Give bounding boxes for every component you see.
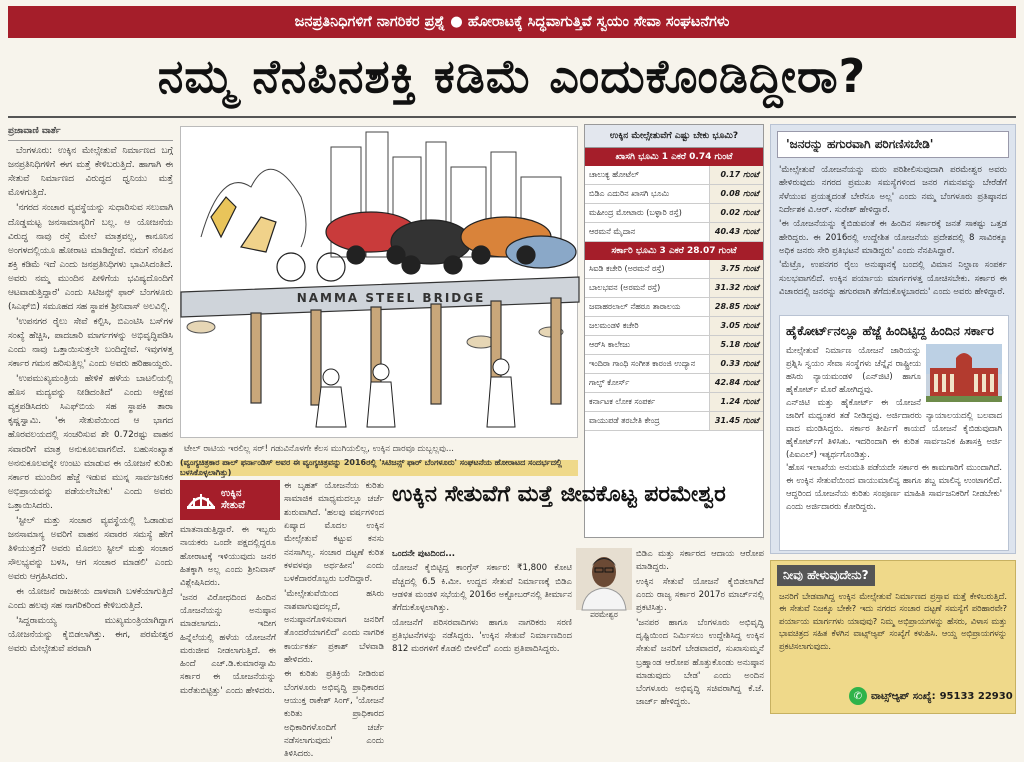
steel-bridge-logo: [180, 480, 280, 520]
left-article-column: [8, 124, 173, 714]
table-row: [585, 279, 763, 298]
row-label: ಆರ್‌ಸಿ ಕಾಲೇಜು: [589, 340, 631, 349]
row-value: 0.02 ಗುಂಟೆ: [709, 204, 763, 222]
row-value: 31.45 ಗುಂಟೆ: [709, 412, 763, 430]
kicker-bar: [8, 6, 1016, 38]
cartoon-caption: ಟೇಲ್ ರಾಟಿಯ ಇರಲಿಲ್ಲ ಸರ್! ಗಡುವಿನೊಳಗೇ ಕೆಲಸ ಮುಗಿಯಲಿಲ್ಲ, ಉಕ್ಕಿನ ದಾರವೂ ದುಬ್ಬಲ್ಲವು...: [184, 444, 454, 454]
article-paragraph: ಬೆಂಗಳೂರು: ಉಕ್ಕಿನ ಮೇಲ್ಸೇತುವೆ ನಿರ್ಮಾಣದ ಬಗ್ಗೆ ಜನಪ್ರತಿನಿಧಿಗಳಿಗೆ ಈಗ ಮತ್ತೆ ಕೇಳಿಬರುತ್ತಿದೆ. ಹಾಗಾಗಿ ಈ ಸೇತುವೆ ನಿರ್ಮಾಣದ ವಿರುದ್ಧದ ಧ್ವನಿಯು ಮತ್ತೆ ಮೊಳಗುತ್ತಿದೆ.: [8, 146, 173, 199]
article-paragraph: ಈ ಯೋಜನೆ ರಾಜಕೀಯ ದಾಳವಾಗಿ ಬಳಕೆಯಾಗುತ್ತಿದೆ ಎಂದು ಹಲವು ಸಹ ನಾಗರಿಕರಿಂದ ಕೇಳಿಬರುತ್ತಿದೆ.: [8, 587, 173, 612]
table-row: [585, 393, 763, 412]
bridge-icon: [186, 486, 216, 514]
row-label: ಆರಮನೆ ಮೈದಾನ: [589, 227, 636, 236]
row-label: ಜಲಮಂಡಳಿ ಕಚೇರಿ: [589, 321, 639, 330]
article-paragraph: 'ಜನಪರ ಹಾಗೂ ಬೆಂಗಳೂರು ಅಭಿವೃದ್ಧಿ ದೃಷ್ಟಿಯಿಂದ ನಿರ್ಮಿಸಲು ಉದ್ದೇಶಿಸಿದ್ದ ಉಕ್ಕಿನ ಸೇತುವೆ ಜನರಿಗೆ ಬೇಡವಾದರೆ, ಸುಖಾಸುಮ್ಮನೆ ಬ್ರಹ್ಮಾಂಡ ಆರೋಪ ಹೊತ್ತುಕೊಂಡು ಅನುಷ್ಠಾನ ಮಾಡುವುದು ಬೇಡ' ಎಂದು ಅಂದಿನ ಬೆಂಗಳೂರು ಅಭಿವೃದ್ಧಿ ಸಚಿವರಾಗಿದ್ದ ಕೆ.ಜೆ. ಜಾರ್ಜ್ ಹೇಳಿದ್ದರು.: [636, 617, 764, 708]
row-label: ಮಹೀಂದ್ರ ಮೋಟಾರು (ಬಳ್ಳಾರಿ ರಸ್ತೆ): [589, 208, 682, 217]
row-value: 3.05 ಗುಂಟೆ: [709, 317, 763, 335]
row-label: ಬಾಲಭವನ (ಅರಮನೆ ರಸ್ತೆ): [589, 283, 661, 292]
article-paragraph: 'ಉಪನಗರ ರೈಲು ಸೇವೆ ಕಲ್ಪಿಸಿ, ಬಿಎಂಟಿಸಿ ಬಸ್‌ಗಳ ಸಂಖ್ಯೆ ಹೆಚ್ಚಿಸಿ, ಪಾದಚಾರಿ ಮಾರ್ಗಗಳನ್ನು ಅಭಿವೃದ್ಧಿಪಡಿಸಿ ಎಂದು ನಾವು ಒತ್ತಾಯಿಸುತ್ತಲೇ ಬಂದಿದ್ದೇವೆ. ಇವುಗಳತ್ತ ಸರ್ಕಾರ ಗಮನ ಹರಿಸುತ್ತಿಲ್ಲ' ಎಂದು ಅವರು ಹರಿಹಾಯ್ದರು.: [8, 316, 173, 370]
logo-line-2: ಸೇತುವೆ: [221, 500, 245, 511]
highcourt-box: [779, 315, 1009, 551]
article-paragraph: ಎನ್‌ಜಿಟಿ ಮತ್ತು ಹೈಕೋರ್ಟ್ ಈ ಯೋಜನೆ ಜಾರಿಗೆ ಮಧ್ಯಂತರ ತಡೆ ನೀಡಿದ್ದವು. ಅರ್ಜಿದಾರರು ನ್ಯಾಯಾಲಯದಲ್ಲಿ ಬಲವಾದ ವಾದ ಮಂಡಿಸಿದ್ದರು. ಸರ್ಕಾರ ತೀರ್ಪಿಗೆ ಕಾಯದೆ ಯೋಜನೆ ಕೈಬಿಡುವುದಾಗಿ ಹೈಕೋರ್ಟ್‌ಗೆ ತಿಳಿಸಿತು. ಇದರಿಂದಾಗಿ ಈ ಕುರಿತ ಸಾರ್ವಜನಿಕ ಹಿತಾಸಕ್ತಿ ಅರ್ಜಿ (ಪಿಐಎಲ್) ಇತ್ಯರ್ಥಗೊಂಡಿತ್ತು.: [786, 396, 1002, 459]
sidebar-quote-body: [779, 164, 1007, 299]
kicker-text: ಜನಪ್ರತಿನಿಧಿಗಳಿಗೆ ನಾಗರಿಕರ ಪ್ರಶ್ನೆ ● ಹೋರಾಟಕ್ಕೆ ಸಿದ್ಧವಾಗುತ್ತಿವೆ ಸ್ವಯಂ ಸೇವಾ ಸಂಘಟನೆಗಳು: [294, 14, 730, 30]
land-table-section-heading: ಖಾಸಗಿ ಭೂಮಿ 1 ಎಕರೆ 0.74 ಗುಂಟೆ: [585, 148, 763, 166]
article-column-4: [392, 548, 572, 714]
article-paragraph: 'ಸಿದ್ದರಾಮಯ್ಯ ಮುಖ್ಯಮಂತ್ರಿಯಾಗಿದ್ದಾಗ ಯೋಜನೆಯನ್ನು ಕೈಬಿಡಲಾಗಿತ್ತು. ಈಗ, ಪರಮೇಶ್ವರ ಅವರು ಮೇಲ್ಸೇತುವೆ ಪರವಾಗಿ: [8, 616, 173, 655]
article-column-5: [636, 548, 764, 714]
table-row: [585, 260, 763, 279]
cartoon-credit: (ವ್ಯಂಗ್ಯಚಿತ್ರಕಾರ ಪಾಲ್ ಫರ್ನಾಂಡಿಸ್ ಅವರ ಈ ವ್ಯಂಗ್ಯಚಿತ್ರವನ್ನು 2016ರಲ್ಲಿ 'ಸಿಟಿಜನ್ಸ್ ಫಾರ್ ಬೆಂಗಳೂರು' ಸಂಘಟನೆಯ ಹೋರಾಟದ ಸಂದರ್ಭದಲ್ಲಿ ಬಳಸಿಕೊಳ್ಳಲಾಗಿತ್ತು): [180, 460, 578, 476]
logo-line-1: ಉಕ್ಕಿನ: [221, 488, 242, 499]
article-subheadline: ಉಕ್ಕಿನ ಸೇತುವೆಗೆ ಮತ್ತೆ ಜೀವಕೊಟ್ಟ ಪರಮೇಶ್ವರ: [392, 482, 726, 507]
article-paragraph: 'ಸ್ಟೀಲ್ ಮತ್ತು ಸಂಚಾರ ವ್ಯವಸ್ಥೆಯಲ್ಲಿ ಓಡಾಡುವ ಜನಸಾಮಾನ್ಯ ಅವರಿಗೆ ವಾಹನ ಸವಾರರ ಸಮಸ್ಯೆ ಹೇಗೆ ತಿಳಿಯುತ್ತದೆ? ಅವರು ಮೊದಲು ಸ್ಟೀಲ್ ಮತ್ತು ಸಂಚಾರ ಸೌಲಭ್ಯವನ್ನು ಬಳಸಿ, ಆಗ ಸಂಚಾರ ಮಾಡಲಿ' ಎಂದು ಅವರು ಆಗ್ರಹಿಸಿದರು.: [8, 515, 173, 583]
row-value: 28.85 ಗುಂಟೆ: [709, 298, 763, 316]
article-paragraph: 'ಈ ಯೋಜನೆಯನ್ನು ಕೈಬಿಡುವಂತೆ ಈ ಹಿಂದಿನ ಸರ್ಕಾರಕ್ಕೆ ಜನತೆ ಸಾಕಷ್ಟು ಒತ್ತಡ ಹೇರಿದ್ದರು. ಈ 2016ರಲ್ಲಿ ಉದ್ದೇಶಿತ ಯೋಜನೆಯ ಪ್ರದೇಶದಲ್ಲಿ 8 ಸಾವಿರಕ್ಕೂ ಅಧಿಕ ಜನರು ಸೇರಿ ಪ್ರತಿಭಟನೆ ಮಾಡಿದ್ದರು' ಎಂದು ನೆನಪಿಸಿದ್ದಾರೆ.: [779, 219, 1007, 256]
article-paragraph: 'ನಗರದ ಸಂಚಾರ ವ್ಯವಸ್ಥೆಯನ್ನು ಸುಧಾರಿಸುವ ಸಲುವಾಗಿ ದೊಡ್ಡಮಟ್ಟ ಜನಸಾಮಾನ್ಯರಿಗೆ ಬಲ್ಲ. ಆ ಯೋಜನೆಯ ವಿರುದ್ಧ ನಾವು ರಸ್ತೆ ಮೇಲೆ ಮಾತ್ರವಲ್ಲ, ಕಾನೂನಿನ ಅಂಗಳದಲ್ಲಿಯೂ ಹೋರಾಟ ಮಾಡಿದ್ದೇವೆ. ನಮಗೆ ನೆನಪಿನ ಶಕ್ತಿ ಕಡಿಮೆ ಇದೆ ಎಂದು ಜನಪ್ರತಿನಿಧಿಗಳು ಭಾವಿಸಿದಂತಿದೆ. ಅವರು ನಮ್ಮ ಮುಂದಿನ ಪೀಳಿಗೆಯ ಭವಿಷ್ಯದೊಂದಿಗೆ ಆಟವಾಡುತ್ತಿದ್ದಾರೆ' ಎಂದು ಸಿಟಿಜನ್ಸ್ ಫಾರ್ ಬೆಂಗಳೂರು (ಸಿಎಫ್‌ಬಿ) ಸಮೂಹದ ಸಹ ಸ್ಥಾಪಕ ಶ್ರೀನಿವಾಸ್ ಅಲವಿಲ್ಲಿ.: [8, 203, 173, 312]
highcourt-building-image: [926, 344, 1002, 402]
bridge-sign: NAMMA STEEL BRIDGE: [296, 291, 486, 305]
land-table: [584, 124, 764, 538]
article-paragraph: ಮೇಲ್ಸೇತುವೆ ನಿರ್ಮಾಣ ಯೋಜನೆ ಜಾರಿಯನ್ನು ಪ್ರಶ್ನಿಸಿ ಸ್ವಯಂ ಸೇವಾ ಸಂಸ್ಥೆಗಳು ಚೆನ್ನೈನ ರಾಷ್ಟ್ರೀಯ ಹಸಿರು ನ್ಯಾಯಮಂಡಳಿ (ಎನ್‌ಜಿಟಿ) ಹಾಗೂ ಹೈಕೋರ್ಟ್ ಮೊರೆ ಹೋಗಿದ್ದವು.: [786, 344, 921, 394]
table-row: [585, 166, 763, 185]
row-value: 5.18 ಗುಂಟೆ: [709, 336, 763, 354]
table-row: [585, 298, 763, 317]
row-value: 3.75 ಗುಂಟೆ: [709, 260, 763, 278]
row-value: 0.33 ಗುಂಟೆ: [709, 355, 763, 373]
article-paragraph: ಯೋಜನೆಗೆ ಪರಿಸರವಾದಿಗಳು ಹಾಗೂ ನಾಗರಿಕರು ಸರಣಿ ಪ್ರತಿಭಟನೆಗಳನ್ನು ನಡೆಸಿದ್ದರು. 'ಉಕ್ಕಿನ ಸೇತುವೆ ನಿರ್ಮಾಣದಿಂದ 812 ಮರಗಳಿಗೆ ಕೊಡಲಿ ಬೀಳಲಿದೆ' ಎಂದು ಪ್ರತಿಪಾದಿಸಿದ್ದರು.: [392, 617, 572, 655]
article-paragraph: 'ಮೇಲ್ಸೇತುವೆಯಿಂದ ಹಸಿರು ನಾಶವಾಗುವುದಲ್ಲದೆ, ಅನುಷ್ಠಾನಗೊಳಿಸುವಾಗ ಜನರಿಗೆ ತೊಂದರೆಯಾಗಲಿದೆ' ಎಂದು ನಾಗರಿಕ ಕಾರ್ಯಕರ್ತ ಪ್ರಕಾಶ್ ಬೆಳವಾಡಿ ಹೇಳಿದರು.: [284, 588, 384, 666]
cartoon-illustration: [180, 126, 578, 438]
article-paragraph: 'ಉಪಮುಖ್ಯಮಂತ್ರಿಯ ಹೇಳಿಕೆ ಹಳೆಯ ಬಾಟಲಿಯಲ್ಲಿ ಹೊಸ ಮದ್ಯವನ್ನು ನೀಡಿದಂತಿದೆ' ಎಂದು ಆಕ್ಷೇಪ ವ್ಯಕ್ತಪಡಿಸಿದರು ಸಿಎಫ್‌ಬಿಯ ಸಹ ಸ್ಥಾಪಕಿ ತಾರಾ ಕೃಷ್ಣಸ್ವಾಮಿ. 'ಈ ಸೇತುವೆಯಿಂದ ಆ ಭಾಗದ ಹೊರವಲಯದಲ್ಲಿ ಸಂಚರಿಸುವ ಶೇ 0.72ರಷ್ಟು ವಾಹನ ಸವಾರರಿಗೆ ಮಾತ್ರ ಅನುಕೂಲವಾಗಲಿದೆ. ಬಹುಸಂಖ್ಯಾತ ಅನನುಕೂಲವನ್ನೇ ಉಂಟು ಮಾಡುವ ಈ ಯೋಜನೆ ಕುರಿತು ಸರ್ಕಾರ ಮುಂದಿನ ಹೆಜ್ಜೆ ಇಡುವ ಮುನ್ನ ಸಾರ್ವಜನಿಕರ ಅಭಿಪ್ರಾಯವನ್ನು ಪಡೆಯಲೇಬೇಕು' ಎಂದು ಅವರು ಒತ್ತಾಯಿಸಿದರು.: [8, 374, 173, 511]
row-value: 42.84 ಗುಂಟೆ: [709, 374, 763, 392]
article-paragraph: ಮಾತನಾಡುತ್ತಿದ್ದಾರೆ. ಈ ಇಬ್ಬರು ನಾಯಕರು ಒಂದೇ ಪಕ್ಷದಲ್ಲಿದ್ದರೂ ಹೋರಾಟಕ್ಕೆ ಇಳಿಯುವುದು ಜನರ ಹಿತಕ್ಕಾಗಿ ಅಲ್ಲ ಎಂದು ಶ್ರೀನಿವಾಸ್ ವಿಶ್ಲೇಷಿಸಿದರು.: [180, 525, 276, 589]
table-row: [585, 412, 763, 431]
row-value: 1.24 ಗುಂಟೆ: [709, 393, 763, 411]
row-value: 40.43 ಗುಂಟೆ: [709, 223, 763, 241]
row-label: ವಾಯುಪಡೆ ತರಬೇತಿ ಕೇಂದ್ರ: [589, 416, 660, 425]
row-value: 0.17 ಗುಂಟೆ: [709, 166, 763, 184]
row-label: ಜವಾಹರಲಾಲ್ ನೆಹರೂ ತಾರಾಲಯ: [589, 302, 681, 311]
whatsapp-label: ವಾಟ್ಸ್‌ಆ್ಯಪ್ ಸಂಖ್ಯೆ:: [871, 690, 936, 702]
article-paragraph: ಬಿಡಿಎ ಮತ್ತು ಸರ್ಕಾರದ ಆದಾಯ ಆರೋಪ ಮಾಡಿದ್ದರು.: [636, 549, 764, 573]
land-table-title: ಉಕ್ಕಿನ ಮೇಲ್ಸೇತುವೆಗೆ ಎಷ್ಟು ಬೇಕು ಭೂಮಿ?: [585, 125, 763, 148]
whatsapp-icon: ✆: [849, 687, 867, 705]
portrait-photo: [576, 548, 632, 610]
row-label: ಚಾಲುಕ್ಯ ಹೋಟೆಲ್: [589, 170, 639, 179]
row-label: ಕರ್ನಾಟಕ ಲೋಕ ಸಂಪರ್ಕ: [589, 397, 656, 406]
article-paragraph: 'ಹೊಸ ಇಲಾಖೆಯ ಅನುಮತಿ ಪಡೆಯದೇ ಸರ್ಕಾರ ಈ ಕಾಮಗಾರಿಗೆ ಮುಂದಾಗಿದೆ. ಈ ಉಕ್ಕಿನ ಸೇತುವೆಯಿಂದ ವಾಯುಮಾಲಿನ್ಯ ಹಾಗೂ ಶಬ್ದ ಮಾಲಿನ್ಯ ಉಂಟಾಗಲಿದೆ. ಆದ್ದರಿಂದ ಯೋಜನೆಯ ಕುರಿತು ಸಂಪೂರ್ಣ ಮಾಹಿತಿ ಸಾರ್ವಜನಿಕರಿಗೆ ನೀಡಬೇಕು' ಎಂದು ಅರ್ಜಿದಾರರು ಕೋರಿದ್ದರು.: [786, 461, 1002, 511]
article-paragraph: ಯೋಜನೆ ಕೈಬಿಟ್ಟಿದ್ದ ಕಾಂಗ್ರೆಸ್ ಸರ್ಕಾರ: ₹1,800 ಕೋಟಿ ವೆಚ್ಚದಲ್ಲಿ 6.5 ಕಿ.ಮೀ. ಉದ್ದದ ಸೇತುವೆ ನಿರ್ಮಾಣಕ್ಕೆ ಬಿಡಿಎ ಆಡಳಿತ ಮಂಡಳಿ ಸಭೆಯಲ್ಲಿ 2016ರ ಅಕ್ಟೋಬರ್‌ನಲ್ಲಿ ತೀರ್ಮಾನ ತೆಗೆದುಕೊಳ್ಳಲಾಗಿತ್ತು.: [392, 563, 572, 614]
reader-opinion-box: [770, 560, 1016, 714]
article-column-3: [284, 480, 384, 760]
table-row: [585, 204, 763, 223]
article-paragraph: ಈ ಕುರಿತು ಪ್ರತಿಕ್ರಿಯೆ ನೀಡಿರುವ ಬೆಂಗಳೂರು ಅಭಿವೃದ್ಧಿ ಪ್ರಾಧಿಕಾರದ ಆಯುಕ್ತ ರಾಕೇಶ್ ಸಿಂಗ್, 'ಯೋಜನೆ ಕುರಿತು ಪ್ರಾಧಿಕಾರದ ಅಧಿಕಾರಿಗಳೊಂದಿಗೆ ಚರ್ಚೆ ನಡೆಸಲಾಗುವುದು' ಎಂದು ತಿಳಿಸಿದರು.: [284, 669, 384, 760]
reader-opinion-body: ಜನರಿಗೆ ಬೇಡವಾಗಿದ್ದ ಉಕ್ಕಿನ ಮೇಲ್ಸೇತುವೆ ನಿರ್ಮಾಣದ ಪ್ರಸ್ತಾವ ಮತ್ತೆ ಕೇಳಿಬರುತ್ತಿದೆ. ಈ ಸೇತುವೆ ನಿಜಕ್ಕೂ ಬೇಕೇ? ಇದು ನಗರದ ಸಂಚಾರ ದಟ್ಟಣೆ ಸಮಸ್ಯೆಗೆ ಪರಿಹಾರವೇ? ಪರ್ಯಾಯ ಮಾರ್ಗಗಳು ಯಾವುವು? ನಿಮ್ಮ ಅಭಿಪ್ರಾಯಗಳನ್ನು ಹೆಸರು, ವಿಳಾಸ ಮತ್ತು ಭಾವಚಿತ್ರದ ಸಹಿತ ಕೆಳಗಿನ ವಾಟ್ಸ್‌ಆ್ಯಪ್ ಸಂಖ್ಯೆಗೆ ಕಳುಹಿಸಿ. ಆಯ್ದ ಅಭಿಪ್ರಾಯಗಳನ್ನು ಪ್ರಕಟಿಸಲಾಗುವುದು.: [779, 591, 1007, 651]
highcourt-heading: ಹೈಕೋರ್ಟ್‌ನಲ್ಲೂ ಹೆಜ್ಜೆ ಹಿಂದಿಟ್ಟಿದ್ದ ಹಿಂದಿನ ಸರ್ಕಾರ: [786, 323, 994, 338]
cartoon-drawing: [181, 127, 579, 439]
row-label: ಗಾಲ್ಫ್ ಕೋರ್ಸ್: [589, 378, 630, 387]
sidebar-quote-box: [770, 124, 1016, 554]
divider: [8, 116, 1016, 118]
byline: ಪ್ರಜಾವಾಣಿ ವಾರ್ತೆ: [8, 124, 173, 141]
article-paragraph: 'ಮೆಟ್ರೊ, ಉಪನಗರ ರೈಲು ಅನುಷ್ಠಾನಕ್ಕೆ ಬಂದಲ್ಲಿ ವಿಮಾನ ನಿಲ್ದಾಣ ಸಂಪರ್ಕ ಸುಲಭವಾಗಲಿದೆ. ಉಕ್ಕಿನ ಪರ್ಯಾಯ ಮಾರ್ಗಗಳತ್ತ ಯೋಚಿಸಬೇಕು. ಸರ್ಕಾರ ಈ ವಿಚಾರದಲ್ಲಿ ಜನರನ್ನು ಹಗುರವಾಗಿ ತೆಗೆದುಕೊಳ್ಳಬಾರದು' ಎಂದು ಅವರು ಹೇಳಿದ್ದಾರೆ.: [779, 260, 1007, 297]
row-label: ಸಿಐಡಿ ಕಚೇರಿ (ಅರಮನೆ ರಸ್ತೆ): [589, 264, 665, 273]
whatsapp-contact: [849, 687, 1013, 705]
table-row: [585, 317, 763, 336]
article-paragraph: ಈ ಬೃಹತ್ ಯೋಜನೆಯ ಕುರಿತು ಸಾಮಾಜಿಕ ಮಾಧ್ಯಮದಲ್ಲೂ ಚರ್ಚೆ ಶುರುವಾಗಿದೆ. 'ಹಲವು ವರ್ಷಗಳಿಂದ ಏಷ್ಯಾದ ಮೊದಲ ಉಕ್ಕಿನ ಮೇಲ್ಸೇತುವೆ ಕಟ್ಟುವ ಕನಸು ನನಸಾಗಿಲ್ಲ. ಸಂಚಾರ ದಟ್ಟಣೆ ಕುರಿತ ಕಳವಳವೂ ಅರ್ಥಹೀನ' ಎಂದು ಬಳಕೆದಾರರೊಬ್ಬರು ಬರೆದಿದ್ದಾರೆ.: [284, 481, 384, 585]
article-paragraph: ಒಂದನೇ ಪುಟದಿಂದ...: [392, 549, 456, 559]
portrait-caption: ಪರಮೇಶ್ವರ: [590, 610, 618, 619]
sidebar-quote-title: 'ಜನರನ್ನು ಹಗುರವಾಗಿ ಪರಿಗಣಿಸಬೇಡಿ': [777, 131, 1009, 158]
row-label: ಬಿಡಿಎ ಎದುರಿನ ಖಾಸಗಿ ಭೂಮಿ: [589, 189, 670, 198]
whatsapp-number: 95133 22930: [939, 690, 1013, 702]
reader-opinion-heading: ನೀವು ಹೇಳುವುದೇನು?: [777, 565, 875, 586]
table-row: [585, 185, 763, 204]
table-row: [585, 374, 763, 393]
table-row: [585, 355, 763, 374]
page-headline: ನಮ್ಮ ನೆನಪಿನಶಕ್ತಿ ಕಡಿಮೆ ಎಂದುಕೊಂಡಿದ್ದೀರಾ?: [157, 49, 867, 103]
table-row: [585, 336, 763, 355]
row-label: ಇಂದಿರಾ ಗಾಂಧಿ ಸಂಗೀತ ಕಾರಂಜಿ ಉದ್ಯಾನ: [589, 359, 696, 368]
article-paragraph: ಉಕ್ಕಿನ ಸೇತುವೆ ಯೋಜನೆ ಕೈಬಿಡಲಾಗಿದೆ ಎಂದು ರಾಜ್ಯ ಸರ್ಕಾರ 2017ರ ಮಾರ್ಚ್‌ನಲ್ಲಿ ಪ್ರಕಟಿಸಿತ್ತು.: [636, 576, 764, 614]
row-value: 0.08 ಗುಂಟೆ: [709, 185, 763, 203]
row-value: 31.32 ಗುಂಟೆ: [709, 279, 763, 297]
article-paragraph: 'ಮೇಲ್ಸೇತುವೆ ಯೋಜನೆಯನ್ನು ಮರು ಪರಿಶೀಲಿಸುವುದಾಗಿ ಪರಮೇಶ್ವರ ಅವರು ಹೇಳಿರುವುದು ನಗರದ ಪ್ರಮುಖ ಸಮಸ್ಯೆಗಳಿಂದ ಜನರ ಗಮನವನ್ನು ಬೇರೆಡೆಗೆ ಸೆಳೆಯುವ ಪ್ರಯತ್ನದಂತೆ ಬೇರೆನೂ ಅಲ್ಲ' ಎಂದು ನಮ್ಮ ಬೆಂಗಳೂರು ಪ್ರತಿಷ್ಠಾನದ ನಿರ್ದೇಶಕ ವಿ.ಆರ್. ಸುರೇಶ್ ಹೇಳಿದ್ದಾರೆ.: [779, 165, 1007, 215]
article-column-2: [180, 524, 276, 714]
table-row: [585, 223, 763, 242]
land-table-section-heading: ಸರ್ಕಾರಿ ಭೂಮಿ 3 ಎಕರೆ 28.07 ಗುಂಟೆ: [585, 242, 763, 260]
article-paragraph: 'ಜನರ ವಿರೋಧದಿಂದ ಹಿಂದಿನ ಯೋಜನೆಯನ್ನು ಅನುಷ್ಠಾನ ಮಾಡಲಾಗದು. ಇದೀಗ ಹಿನ್ನೆಲೆಯಲ್ಲಿ ಹಳೆಯ ಯೋಜನೆಗೆ ಮರುಜೀವ ನೀಡಲಾಗುತ್ತಿದೆ. ಈ ಹಿಂದೆ ಎಚ್.ಡಿ.ಕುಮಾರಸ್ವಾಮಿ ಸರ್ಕಾರ ಈ ಯೋಜನೆಯನ್ನು ಮರೆತುಬಿಟ್ಟಿತ್ತು' ಎಂದು ಹೇಳಿದರು.: [180, 592, 276, 696]
